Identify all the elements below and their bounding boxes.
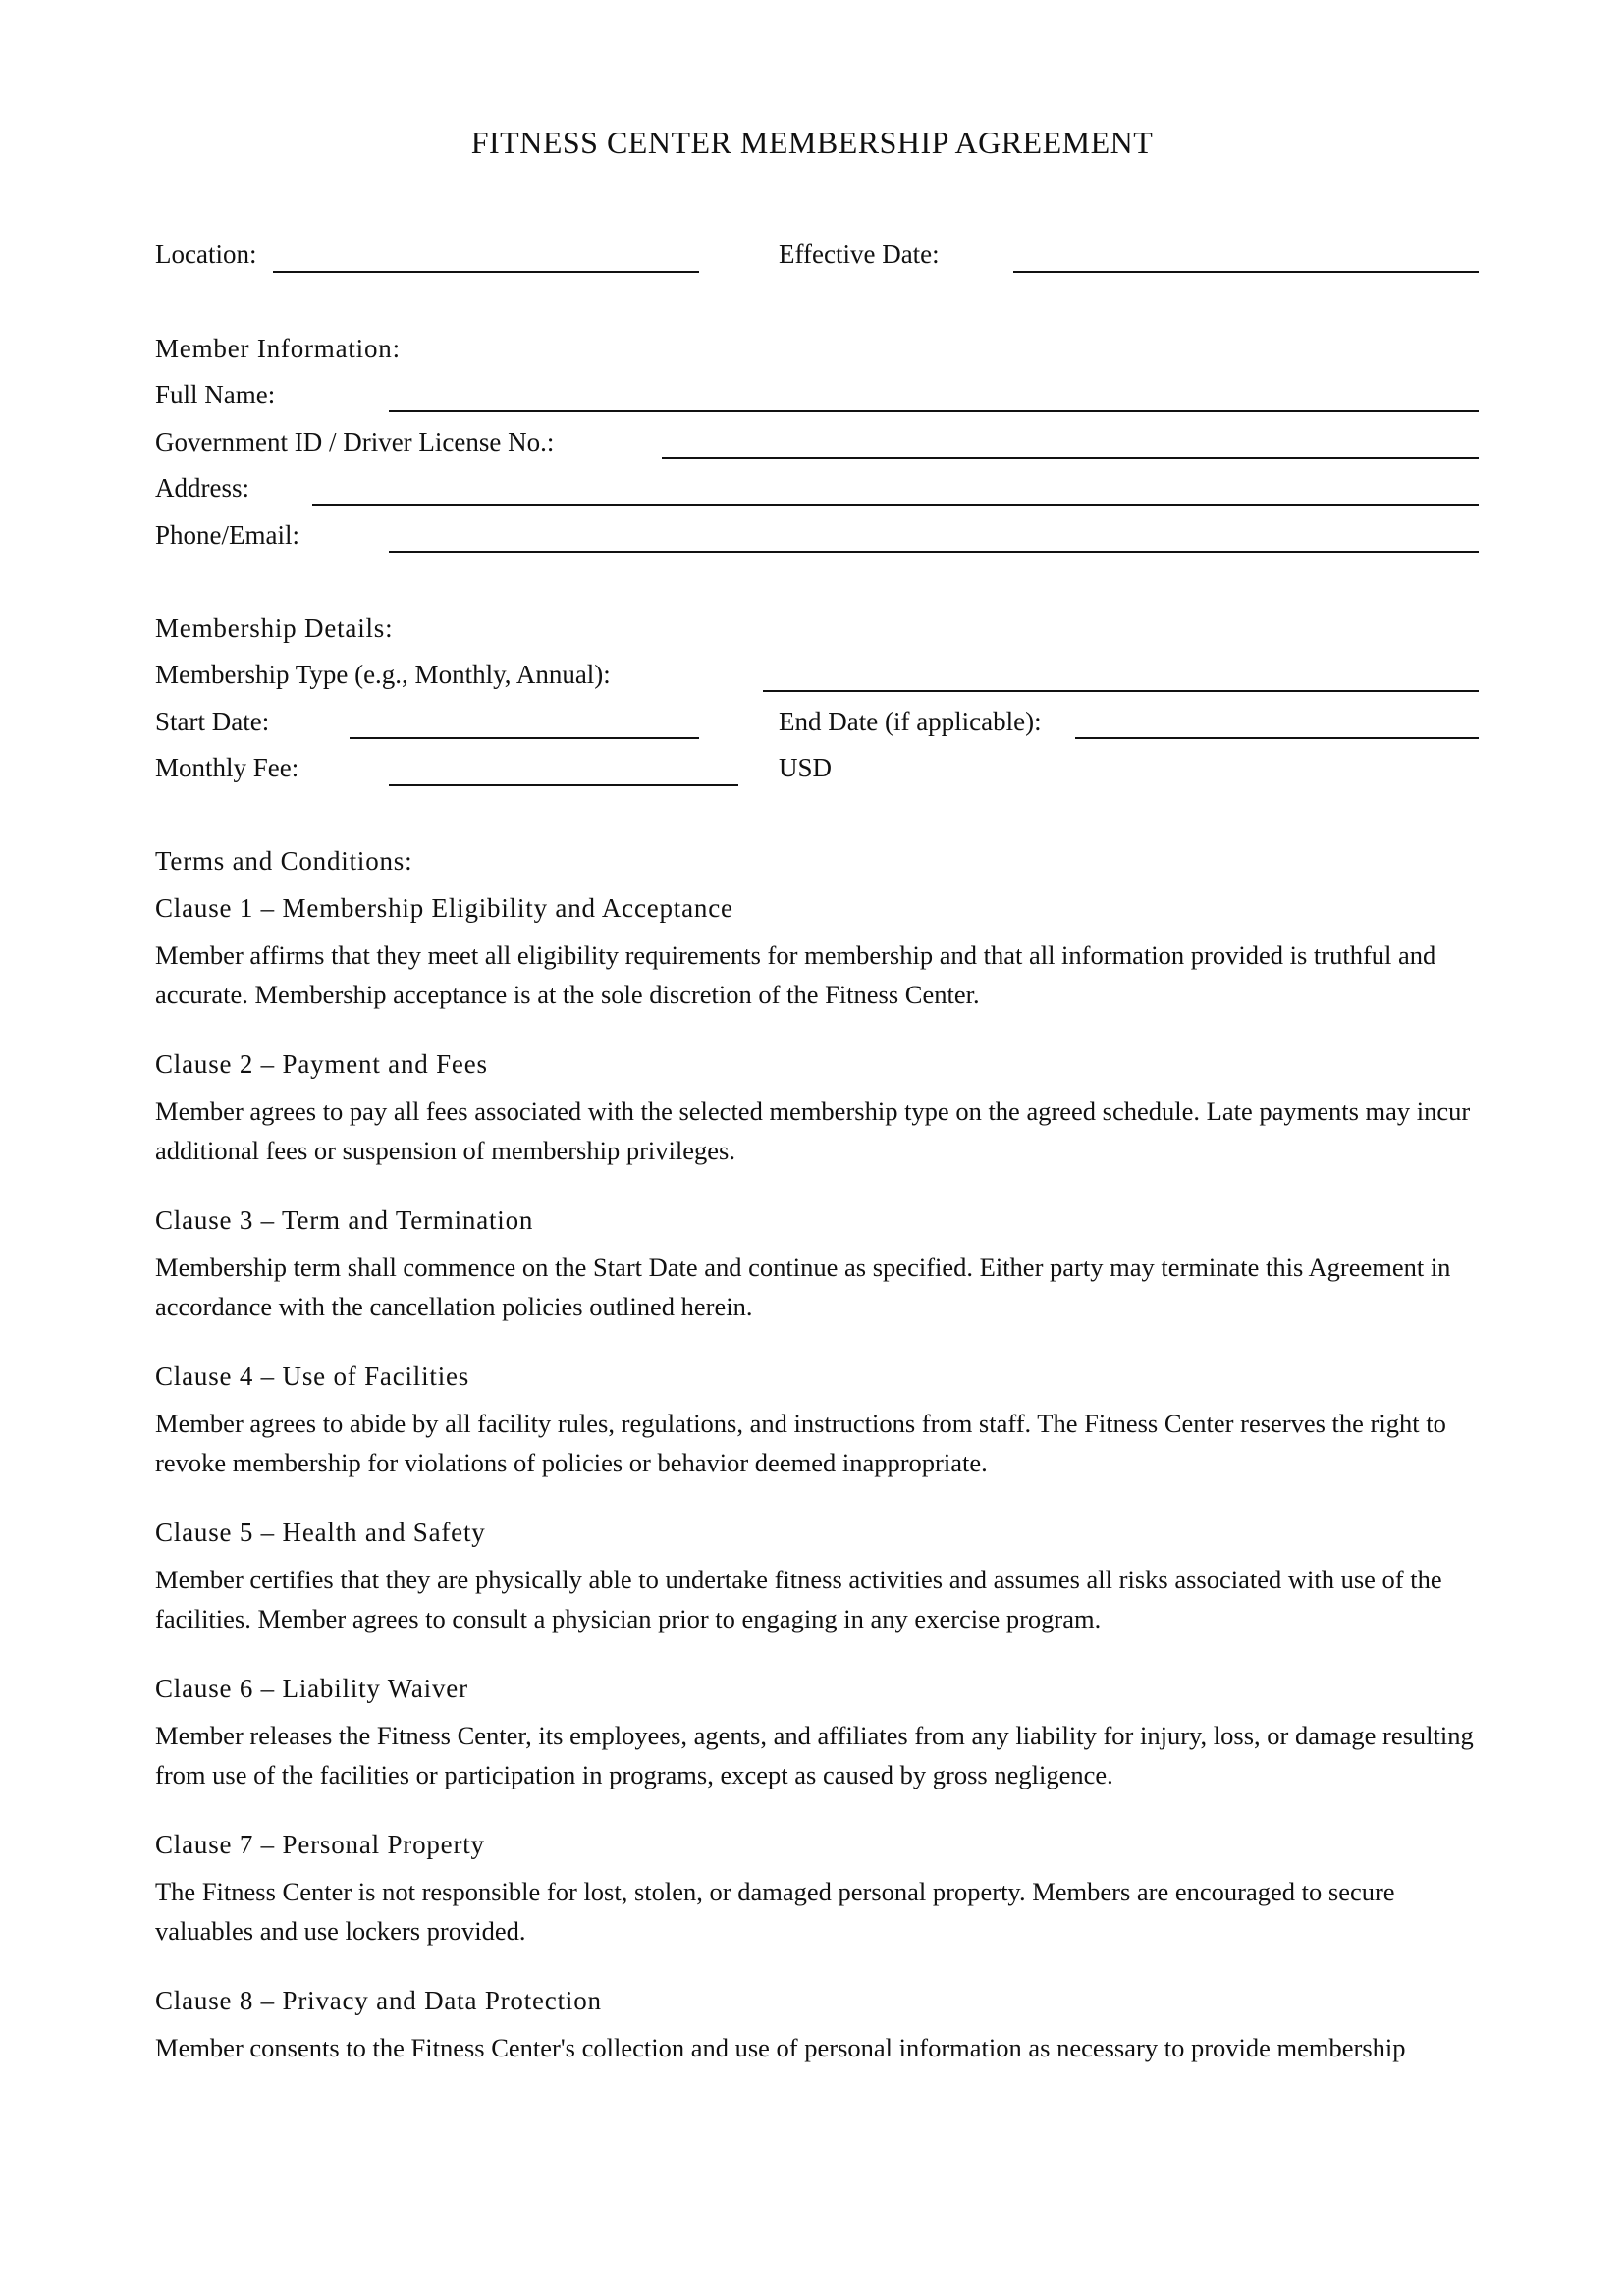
clause-text: Member agrees to abide by all facility rules, regulations, and instructions from staff. The Fitness Center reserves the right to revoke membership for violations of policies or behavior deemed inappropriate. (155, 1409, 1446, 1477)
clause-text: The Fitness Center is not responsible for lost, stolen, or damaged personal property. Members are encouraged to secure valuables and use lockers provided. (155, 1877, 1395, 1946)
effective-date-field[interactable] (1013, 271, 1479, 273)
clause-title: Clause 5 – Health and Safety (155, 1518, 486, 1547)
full-name-field[interactable] (389, 410, 1479, 412)
clause-text: Member agrees to pay all fees associated with the selected membership type on the agreed schedule. Late payments may incur additional fees or suspension of membership privileges. (155, 1096, 1471, 1165)
clause-text: Member certifies that they are physically able to undertake fitness activities and assumes all risks associated with use of the facilities. Member agrees to consult a physician prior to engaging in any exercise program. (155, 1565, 1442, 1633)
membership-type-field[interactable] (763, 690, 1479, 692)
clause-title: Clause 1 – Membership Eligibility and Acceptance (155, 893, 733, 923)
clause-text: Member consents to the Fitness Center's collection and use of personal information as necessary to provide membership (155, 2033, 1406, 2062)
location-field[interactable] (273, 271, 699, 273)
government-id-field[interactable] (662, 457, 1479, 459)
monthly-fee-field[interactable] (389, 784, 738, 786)
monthly-fee-label: Monthly Fee: (155, 753, 299, 782)
address-label: Address: (155, 473, 249, 503)
location-label: Location: (155, 240, 257, 269)
clause-title: Clause 6 – Liability Waiver (155, 1674, 468, 1703)
clause-title: Clause 4 – Use of Facilities (155, 1362, 470, 1391)
phone-email-label: Phone/Email: (155, 520, 299, 550)
end-date-field[interactable] (1075, 737, 1479, 739)
currency-label: USD (779, 753, 833, 782)
clause-title: Clause 7 – Personal Property (155, 1830, 485, 1859)
start-date-label: Start Date: (155, 707, 270, 736)
clause-title: Clause 2 – Payment and Fees (155, 1049, 488, 1079)
clause-text: Member releases the Fitness Center, its employees, agents, and affiliates from any liability for injury, loss, or damage resulting from use of the facilities or participation in programs, except as caused by gross negligence. (155, 1721, 1474, 1789)
clause-text: Membership term shall commence on the Start Date and continue as specified. Either party may terminate this Agreement in accordance with the cancellation policies outlined herein. (155, 1253, 1451, 1321)
end-date-label: End Date (if applicable): (779, 707, 1042, 736)
start-date-field[interactable] (350, 737, 699, 739)
clause-text: Member affirms that they meet all eligibility requirements for membership and that all information provided is truthful and accurate. Membership acceptance is at the sole discretion of the Fitness Center. (155, 940, 1436, 1009)
clause-title: Clause 3 – Term and Termination (155, 1205, 534, 1235)
government-id-label: Government ID / Driver License No.: (155, 427, 555, 456)
membership-type-label: Membership Type (e.g., Monthly, Annual): (155, 660, 611, 689)
membership-details-heading: Membership Details: (155, 614, 394, 643)
clause-title: Clause 8 – Privacy and Data Protection (155, 1986, 602, 2015)
terms-heading: Terms and Conditions: (155, 846, 413, 876)
address-field[interactable] (312, 504, 1479, 506)
effective-date-label: Effective Date: (779, 240, 940, 269)
phone-email-field[interactable] (389, 551, 1479, 553)
full-name-label: Full Name: (155, 380, 276, 409)
document-title: FITNESS CENTER MEMBERSHIP AGREEMENT (470, 125, 1154, 160)
member-information-heading: Member Information: (155, 334, 401, 363)
